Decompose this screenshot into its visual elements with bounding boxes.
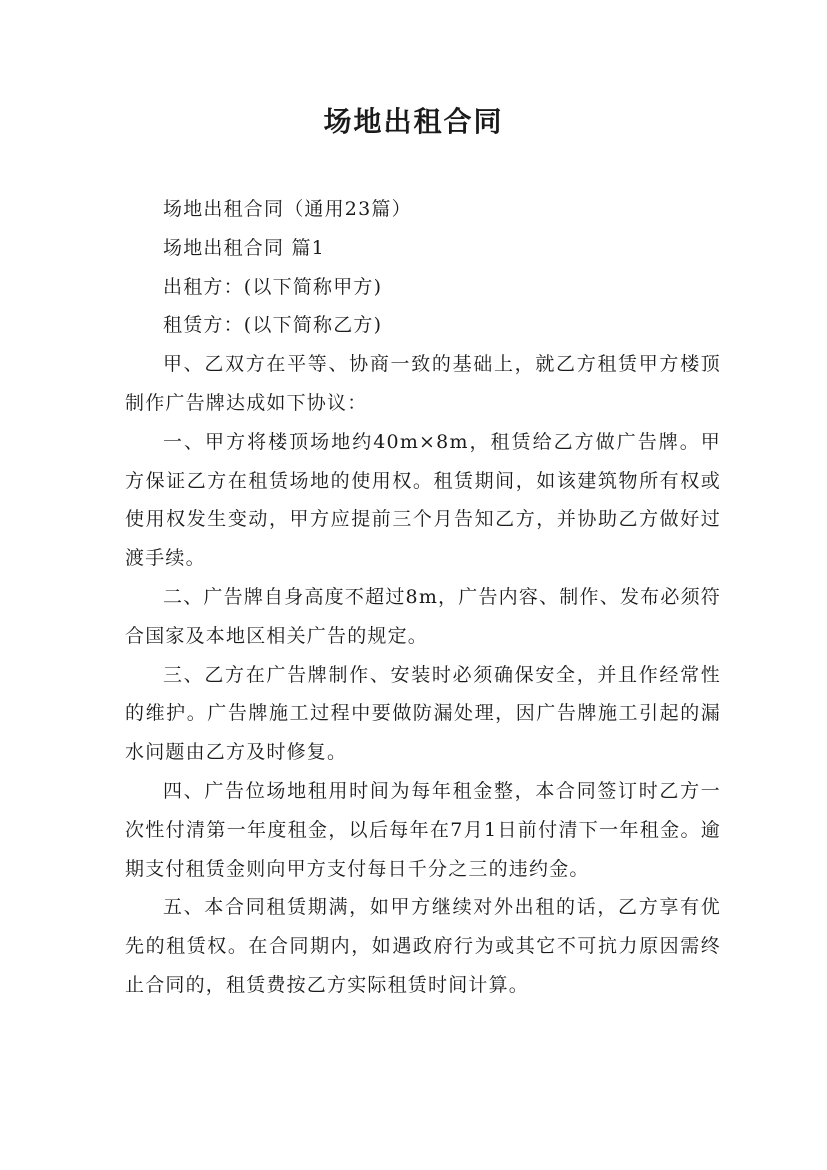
paragraph-clause-4: 四、广告位场地租用时间为每年租金整，本合同签订时乙方一次性付清第一年度租金，以后每年在7月1日前付清下一年租金。逾期支付租赁金则向甲方支付每日千分之三的违约金。: [125, 779, 721, 880]
document-body: [125, 190, 721, 1005]
paragraph-section-heading: 场地出租合同 篇1: [163, 236, 325, 259]
paragraph-subtitle: 场地出租合同（通用23篇）: [163, 198, 412, 220]
paragraph-clause-1: 一、甲方将楼顶场地约40m×8m，租赁给乙方做广告牌。甲方保证乙方在租赁场地的使用权。租赁期间，如该建筑物所有权或使用权发生变动，甲方应提前三个月告知乙方，并协助乙方做好过渡手续。: [125, 430, 721, 570]
paragraph-lessor: 出租方：(以下简称甲方): [163, 275, 383, 298]
page-title: 场地出租合同: [323, 105, 504, 138]
paragraph-preamble: 甲、乙双方在平等、协商一致的基础上，就乙方租赁甲方楼顶制作广告牌达成如下协议：: [125, 353, 721, 414]
paragraph-lessee: 租赁方：(以下简称乙方): [163, 314, 383, 337]
paragraph-clause-3: 三、乙方在广告牌制作、安装时必须确保安全，并且作经常性的维护。广告牌施工过程中要做防漏处理，因广告牌施工引起的漏水问题由乙方及时修复。: [125, 663, 721, 764]
paragraph-clause-2: 二、广告牌自身高度不超过8m，广告内容、制作、发布必须符合国家及本地区相关广告的规定。: [125, 585, 721, 647]
paragraph-clause-5: 五、本合同租赁期满，如甲方继续对外出租的话，乙方享有优先的租赁权。在合同期内，如遇政府行为或其它不可抗力原因需终止合同的，租赁费按乙方实际租赁时间计算。: [125, 896, 721, 996]
